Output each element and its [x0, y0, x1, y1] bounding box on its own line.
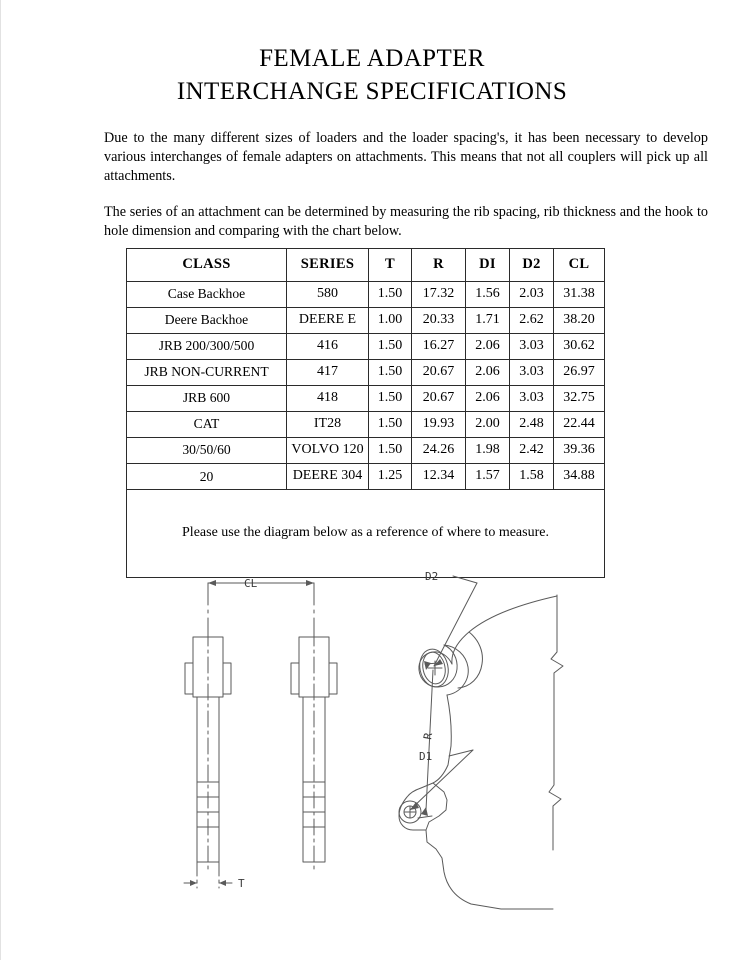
column-header-r: R — [412, 249, 466, 282]
cell-di: 2.00 — [466, 412, 510, 438]
cell-t: 1.50 — [369, 333, 412, 359]
cell-cl: 34.88 — [554, 464, 605, 490]
column-header-class: CLASS — [127, 249, 287, 282]
attachment-plate-edge — [549, 595, 563, 850]
cell-r: 16.27 — [412, 333, 466, 359]
rib-left — [184, 630, 232, 888]
cell-class: JRB NON-CURRENT — [127, 359, 287, 385]
table-row — [127, 359, 605, 385]
cell-series: 418 — [287, 386, 369, 412]
cell-series: 580 — [287, 281, 369, 307]
cell-d2: 2.03 — [510, 281, 554, 307]
cell-r: 20.67 — [412, 359, 466, 385]
page-title — [1, 0, 743, 108]
cell-di: 2.06 — [466, 386, 510, 412]
cell-series: DEERE 304 — [287, 464, 369, 490]
cell-class: JRB 600 — [127, 386, 287, 412]
cell-di: 2.06 — [466, 333, 510, 359]
cell-d2: 3.03 — [510, 359, 554, 385]
r-label: R — [421, 731, 436, 741]
table-row — [127, 281, 605, 307]
cell-d2: 2.42 — [510, 438, 554, 464]
cell-class: JRB 200/300/500 — [127, 333, 287, 359]
cell-t: 1.50 — [369, 359, 412, 385]
cell-d2: 2.62 — [510, 307, 554, 333]
cl-label: CL — [244, 577, 258, 590]
column-header-d2: D2 — [510, 249, 554, 282]
rib-right — [291, 630, 337, 872]
cell-cl: 32.75 — [554, 386, 605, 412]
column-header-series: SERIES — [287, 249, 369, 282]
cell-class: Case Backhoe — [127, 281, 287, 307]
cell-di: 1.98 — [466, 438, 510, 464]
cell-cl: 31.38 — [554, 281, 605, 307]
cell-series: IT28 — [287, 412, 369, 438]
cell-di: 1.56 — [466, 281, 510, 307]
table-row — [127, 412, 605, 438]
cell-di: 1.71 — [466, 307, 510, 333]
cell-class: CAT — [127, 412, 287, 438]
column-header-t: T — [369, 249, 412, 282]
cell-series: VOLVO 120 — [287, 438, 369, 464]
cell-d2: 3.03 — [510, 333, 554, 359]
cell-r: 20.33 — [412, 307, 466, 333]
cell-r: 20.67 — [412, 386, 466, 412]
cell-d2: 1.58 — [510, 464, 554, 490]
cell-cl: 39.36 — [554, 438, 605, 464]
cell-r: 17.32 — [412, 281, 466, 307]
table-row — [127, 386, 605, 412]
table-row — [127, 333, 605, 359]
cell-r: 24.26 — [412, 438, 466, 464]
technical-diagrams — [1, 560, 743, 920]
cell-series: 416 — [287, 333, 369, 359]
rib-spacing-diagram — [184, 580, 337, 888]
d2-label: D2 — [425, 570, 439, 583]
cell-t: 1.00 — [369, 307, 412, 333]
spec-table-container — [126, 248, 604, 578]
cell-cl: 26.97 — [554, 359, 605, 385]
paragraph-2: The series of an attachment can be determined by measuring the rib spacing, rib thickness and the hook to hole dimension and comparing with the chart below. — [104, 203, 708, 239]
table-header-row — [127, 249, 605, 282]
cell-t: 1.50 — [369, 281, 412, 307]
intro-text — [104, 129, 708, 240]
cell-r: 12.34 — [412, 464, 466, 490]
cell-series: 417 — [287, 359, 369, 385]
t-dimension-line — [184, 880, 232, 886]
interchange-specifications-table — [126, 248, 605, 578]
table-row — [127, 464, 605, 490]
cell-di: 1.57 — [466, 464, 510, 490]
cell-series: DEERE E — [287, 307, 369, 333]
cell-t: 1.50 — [369, 386, 412, 412]
cell-class: 20 — [127, 464, 287, 490]
column-header-di: DI — [466, 249, 510, 282]
title-line-1: FEMALE ADAPTER — [259, 45, 485, 72]
hook-profile-diagram — [399, 576, 563, 909]
d1-label: D1 — [419, 750, 433, 763]
t-label: T — [238, 877, 245, 890]
cl-dimension-line — [208, 580, 314, 630]
table-row — [127, 438, 605, 464]
cell-di: 2.06 — [466, 359, 510, 385]
diagram-reference-note: Please use the diagram below as a reference of where to measure. — [127, 490, 605, 578]
cell-class: 30/50/60 — [127, 438, 287, 464]
cell-class: Deere Backhoe — [127, 307, 287, 333]
cell-t: 1.25 — [369, 464, 412, 490]
cell-r: 19.93 — [412, 412, 466, 438]
cell-cl: 30.62 — [554, 333, 605, 359]
cell-t: 1.50 — [369, 438, 412, 464]
column-header-cl: CL — [554, 249, 605, 282]
d2-leader-line — [434, 576, 477, 666]
cell-d2: 3.03 — [510, 386, 554, 412]
cell-cl: 22.44 — [554, 412, 605, 438]
cell-d2: 2.48 — [510, 412, 554, 438]
title-line-2: INTERCHANGE SPECIFICATIONS — [176, 78, 568, 105]
cell-t: 1.50 — [369, 412, 412, 438]
paragraph-1: Due to the many different sizes of loaders and the loader spacing's, it has been necessary to develop various interchanges of female adapters on attachments. This means that not all couplers will pick up all attachments. — [104, 130, 708, 184]
table-row — [127, 307, 605, 333]
cell-cl: 38.20 — [554, 307, 605, 333]
